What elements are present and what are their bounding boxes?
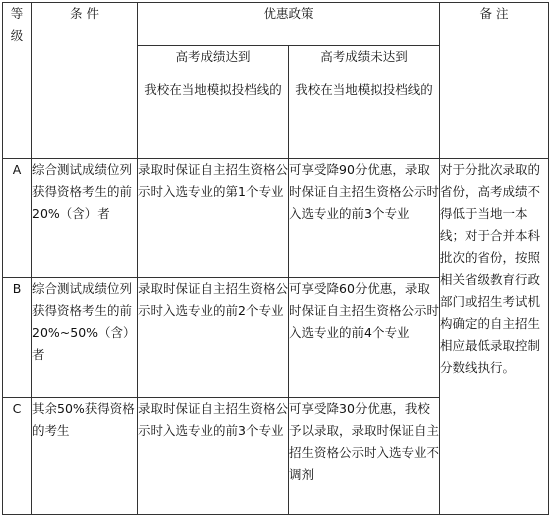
not-reached-header: [289, 46, 440, 159]
table-row: [3, 159, 549, 278]
condition-header: 条 件: [32, 3, 138, 159]
reached-cell: 录取时保证自主招生资格公示时入选专业的前3个专业: [138, 398, 289, 515]
reached-cell: 录取时保证自主招生资格公示时入选专业的前2个专业: [138, 278, 289, 398]
grade-header-char-2: 级: [10, 28, 24, 43]
not-reached-cell: 可享受降90分优惠，录取时保证自主招生资格公示时入选专业的前3个专业: [289, 159, 440, 278]
not-reached-cell: 可享受降60分优惠，录取时保证自主招生资格公示时入选专业的前4个专业: [289, 278, 440, 398]
policy-table: [2, 2, 549, 515]
reached-header-line2: 我校在当地模拟投档线的: [144, 82, 282, 97]
grade-cell: A: [3, 159, 32, 278]
grade-cell: C: [3, 398, 32, 515]
condition-cell: 其余50%获得资格的考生: [32, 398, 138, 515]
grade-header: [3, 3, 32, 159]
not-reached-header-line1: 高考成绩未达到: [320, 49, 408, 64]
condition-cell: 综合测试成绩位列获得资格考生的前20%~50%（含）者: [32, 278, 138, 398]
grade-cell: B: [3, 278, 32, 398]
remarks-header: 备 注: [440, 3, 549, 159]
grade-header-char-1: 等: [10, 6, 24, 21]
reached-cell: 录取时保证自主招生资格公示时入选专业的第1个专业: [138, 159, 289, 278]
condition-cell: 综合测试成绩位列获得资格考生的前20%（含）者: [32, 159, 138, 278]
not-reached-cell: 可享受降30分优惠，我校予以录取，录取时保证自主招生资格公示时入选专业不调剂: [289, 398, 440, 515]
not-reached-header-line2: 我校在当地模拟投档线的: [295, 82, 433, 97]
remarks-cell: 对于分批次录取的省份，高考成绩不得低于当地一本线；对于合并本科批次的省份，按照相关省级教育行政部门或招生考试机构确定的自主招生相应最低录取控制分数线执行。: [440, 159, 549, 515]
policy-header: 优惠政策: [138, 3, 440, 46]
reached-header: [138, 46, 289, 159]
reached-header-line1: 高考成绩达到: [175, 49, 251, 64]
